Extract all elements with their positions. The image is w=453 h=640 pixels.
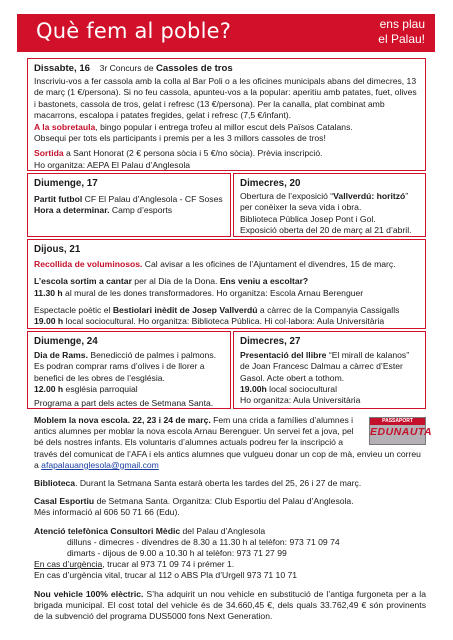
announcement-title: Moblem la nova escola. 22, 23 i 24 de març. — [34, 415, 211, 425]
event-box-wednesday-20 — [233, 173, 426, 237]
event-day: Dimecres, 20 — [240, 178, 301, 189]
event-highlight: L’escola sortim a cantar — [34, 276, 132, 287]
event-heading — [34, 63, 419, 74]
urgency-line — [34, 559, 426, 570]
email-link[interactable]: afapalauanglesola@gmail.com — [41, 459, 159, 470]
page-title: Què fem al poble? — [36, 19, 232, 43]
event-text — [240, 191, 419, 213]
announcement-sports-camp — [34, 496, 426, 518]
event-box-thursday-21 — [27, 239, 426, 329]
announcement-text: del Palau d’Anglesola — [180, 525, 266, 536]
event-text — [34, 350, 224, 384]
event-highlight: 19.00 h — [34, 316, 64, 327]
announcement-new-school — [34, 415, 433, 471]
event-description: Inscriviu-vos a fer cassola amb la colla al Bar Poli o a les oficines municipals abans del dimecres, 13 de març (1 €/persona). Si no feu cassola, apunteu-vos a la popular: aperitiu amb patates, fuet, olives i bastonets, cassola de tros, gelat i refresc (13 €/persona). Per la canalla, plat combinat amb macarrons, escalopa i patates fregides, gelat i refresc (7,5 €/infant). — [34, 76, 417, 120]
event-highlight: 19.00h — [240, 383, 267, 394]
event-text-part: per al Dia de la Dona. — [131, 276, 220, 287]
event-highlight: Partit futbol — [34, 194, 83, 205]
event-text: Biblioteca Pública Josep Pont i Gol. — [240, 213, 376, 224]
event-text — [34, 288, 419, 299]
event-title: Cassoles de tros — [155, 63, 233, 74]
event-text-part: , bingo popular i entrega trofeu al millor escut dels Països Catalans. — [95, 122, 353, 133]
event-highlight: Presentació del llibre — [240, 350, 327, 361]
event-text-part: església parroquial — [63, 383, 138, 394]
event-text — [34, 148, 419, 159]
urgency-label: En cas d’urgència — [34, 559, 103, 570]
event-text — [34, 276, 419, 287]
announcement-title: Nou vehicle 100% elèctric. — [34, 588, 144, 599]
event-text-part: Obertura de l’exposició “ — [240, 191, 334, 202]
event-day: Diumenge, 17 — [34, 178, 98, 189]
event-highlight: Recollida de voluminosos. — [34, 259, 143, 270]
announcement-text: S’ha adquirit un nou vehicle en substitució de l’antiga furgoneta per a la brigada municipal. El cost total del vehicle és de 34.660,45 €, dels quals 33.762,49 € són provinents de la subvenció del programa DUS5000 fons Next Generation. — [34, 588, 426, 622]
event-text-part: “El mirall de kalanos” de Joan Francesc Dalmau a càrrec d’Ester Gasol. Acte obert a tothom. — [240, 350, 410, 383]
schedule-line: dimarts - dijous de 9.00 a 10.30 h al telèfon: 973 71 27 99 — [67, 548, 287, 559]
edunauta-logo — [369, 417, 433, 445]
event-organizer: Ho organitza: Aula Universitària — [240, 395, 361, 406]
event-title-prefix: 3r Concurs de — [99, 63, 156, 73]
event-text — [240, 350, 419, 384]
announcement-text: . Durant la Setmana Santa estarà oberta les tardes del 25, 26 i 27 de març. — [75, 478, 362, 489]
header-tagline — [378, 17, 425, 47]
event-text — [34, 194, 224, 205]
event-text-part: al mural de les dones transformadores. Ho organitza: Escola Arnau Berenguer — [62, 287, 364, 298]
logo-name: EDUNAUTA — [370, 426, 433, 438]
event-highlight: 12.00 h — [34, 383, 64, 394]
urgency-line: En cas d’urgència vital, trucar al 112 o ABS Pla d’Urgell 973 71 10 71 — [34, 570, 298, 581]
announcement-library — [34, 478, 426, 489]
event-text-part: Benedicció de palmes i palmons. Es podran comprar rams d’olives i de llorer a benefici de les obres de l’església. — [34, 350, 217, 383]
event-text: Programa a part dels actes de Setmana Santa. — [34, 398, 214, 409]
announcement-title: Biblioteca — [34, 478, 76, 489]
event-text-part: a càrrec de la Companyia Cassigalls — [257, 304, 400, 315]
event-text: Exposició oberta del 20 de març al 21 d’abril. — [240, 224, 412, 235]
announcements-section — [34, 415, 433, 629]
event-text — [34, 316, 419, 327]
tagline-line-1: ens plau — [379, 17, 425, 31]
announcement-electric-vehicle — [34, 589, 426, 623]
event-highlight: Dia de Rams. — [34, 350, 88, 361]
event-text — [34, 259, 419, 270]
event-highlight: A la sobretaula — [34, 122, 96, 133]
event-box-wednesday-27 — [233, 331, 426, 409]
event-highlight: 11.30 h — [34, 287, 63, 298]
event-organizer: Ho organitza: AEPA El Palau d’Anglesola — [34, 159, 191, 170]
event-highlight: Bestiolari inèdit de Josep Vallverdú — [112, 304, 258, 315]
announcement-text: Més informació al 606 50 71 66 (Edu). — [34, 507, 180, 518]
event-text-part: Camp d’esports — [109, 205, 173, 216]
event-box-sunday-17 — [27, 173, 231, 237]
event-text — [34, 305, 419, 316]
schedule-line: dilluns - dimecres - divendres de 8.30 a 11.30 h al telèfon: 973 71 09 74 — [67, 536, 340, 547]
event-text-part: ” per conèixer la seva vida i obra. — [240, 191, 409, 213]
logo-caption: PASSAPORT — [370, 418, 425, 425]
announcement-title: Atenció telefònica Consultori Mèdic — [34, 525, 181, 536]
event-box-saturday-16 — [27, 58, 426, 171]
tagline-line-2: el Palau! — [378, 32, 425, 46]
event-box-sunday-24 — [27, 331, 231, 409]
event-highlight: Hora a determinar. — [34, 205, 110, 216]
event-text-part: a Sant Honorat (2 € persona sòcia i 5 €/no sòcia). Prèvia inscripció. — [63, 148, 323, 159]
announcement-text: , trucar al 973 71 09 74 i prémer 1. — [102, 559, 235, 570]
announcement-text: de Setmana Santa. Organitza: Club Esportiu del Palau d’Anglesola. — [94, 496, 354, 507]
announcement-text: Fem una crida a famílies d’alumnes i antics alumnes per moblar la nova escola Arnau Berenguer. Un servei fet a jova, pel bé dels nostres infants. Els voluntaris d’alumnes actuals podreu fer la inscripció a través del comunicat de l’AFA i els antics alumnes que vulgueu donar un cop de mà, envieu un correu a — [34, 415, 421, 470]
event-text-part: local sociocultural — [266, 383, 337, 394]
announcement-medical — [34, 526, 426, 582]
event-text — [34, 205, 224, 216]
event-day: Dimecres, 27 — [240, 336, 301, 347]
event-text — [34, 122, 419, 133]
event-day: Dissabte, 16 — [34, 63, 90, 74]
event-text: Obsequi per tots els participants i premis per a les 3 millors cassoles de tros! — [34, 133, 326, 144]
event-text — [240, 384, 419, 395]
event-highlight: Sortida — [34, 148, 64, 159]
event-highlight: Vallverdú: horitzó — [333, 191, 406, 202]
event-highlight: Ens veniu a escoltar? — [219, 276, 309, 287]
announcement-title: Casal Esportiu — [34, 496, 95, 507]
event-day: Diumenge, 24 — [34, 336, 98, 347]
event-text-part: CF El Palau d’Anglesola - CF Soses — [82, 194, 223, 205]
page-header — [0, 14, 453, 52]
event-text-part: Espectacle poètic el — [34, 304, 113, 315]
event-text-part: local sociocultural. Ho organitza: Biblioteca Pública. Hi col·labora: Aula Universitària — [63, 316, 385, 327]
event-text-part: Cal avisar a les oficines de l’Ajuntament el divendres, 15 de març. — [142, 259, 396, 270]
event-text — [34, 384, 224, 395]
event-day: Dijous, 21 — [34, 244, 81, 255]
